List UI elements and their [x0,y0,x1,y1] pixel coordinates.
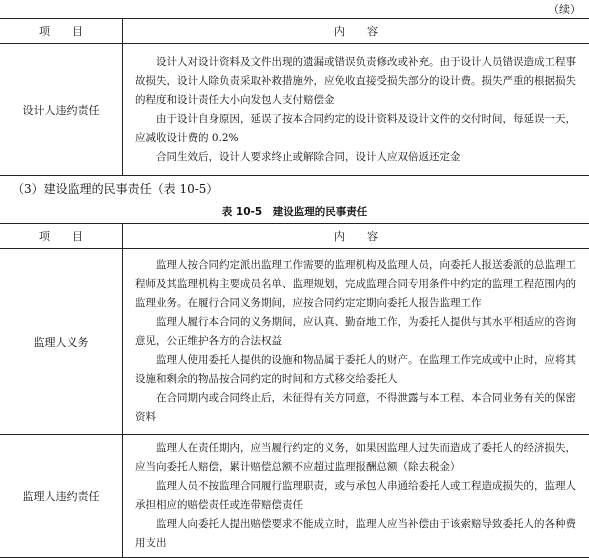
table-header-row [0,224,589,249]
header-content: 内 容 [123,19,589,44]
row-label: 设计人违约责任 [0,44,123,176]
content-paragraph: 监理人履行本合同的义务期间，应认真、勤奋地工作，为委托人提供与其水平相适应的咨询意见，公正维护各方的合法权益 [135,316,576,347]
table-row [0,44,589,176]
content-paragraph: 由于设计自身原因，延误了按本合同约定的设计资料及设计文件的交付时间，每延误一天，应减收设计费的 0.2% [135,112,576,144]
row-content [123,44,589,176]
row-label: 监理人违约责任 [0,435,123,558]
content-paragraph: 设计人对设计资料及文件出现的遗漏或错误负责修改或补充。由于设计人员错误造成工程事故损失，设计人除负责采取补救措施外，应免收直接受损失部分的设计费。损失严重的根据损失的程度和设计责任大小向发包人支付赔偿金 [135,55,576,106]
header-item: 项 目 [0,19,123,44]
table-row [0,435,589,558]
content-paragraph: 监理人向委托人提出赔偿要求不能成立时，监理人应当补偿由于该索赔导致委托人的各种费用支出 [135,518,576,549]
header-item: 项 目 [0,224,123,249]
continued-label: （续） [548,3,581,16]
content-paragraph: 在合同期内或合同终止后，未征得有关方同意，不得泄露与本工程、本合同业务有关的保密资料 [135,392,576,423]
table-row [0,249,589,435]
content-paragraph: 合同生效后，设计人要求终止或解除合同，设计人应双倍返还定金 [156,150,461,163]
content-paragraph: 监理人员不按监理合同履行监理职责，或与承包人串通给委托人或工程造成损失的，监理人承担相应的赔偿责任或连带赔偿责任 [135,480,576,511]
section-title: （3）建设监理的民事责任（表 10-5） [12,182,219,196]
row-content [123,249,589,435]
supervision-liability-table [0,223,589,558]
designer-liability-table [0,18,589,176]
table-header-row [0,19,589,44]
row-label: 监理人义务 [0,249,123,435]
table-caption: 表 10-5 建设监理的民事责任 [221,206,368,218]
row-content [123,435,589,558]
header-content: 内 容 [123,224,589,249]
content-paragraph: 监理人按合同约定派出监理工作需要的监理机构及监理人员，向委托人报送委派的总监理工程师及其监理机构主要成员名单、监理规划，完成监理合同专用条件中约定的监理工程范围内的监理业务。在履行合同义务期间，应按合同约定定期向委托人报告监理工作 [135,259,576,309]
content-paragraph: 监理人使用委托人提供的设施和物品属于委托人的财产。在监理工作完成或中止时，应将其设施和剩余的物品按合同约定的时间和方式移交给委托人 [135,354,576,385]
content-paragraph: 监理人在责任期内，应当履行约定的义务，如果因监理人过失而造成了委托人的经济损失，应当向委托人赔偿，累计赔偿总额不应超过监理报酬总额（除去税金） [135,442,576,473]
